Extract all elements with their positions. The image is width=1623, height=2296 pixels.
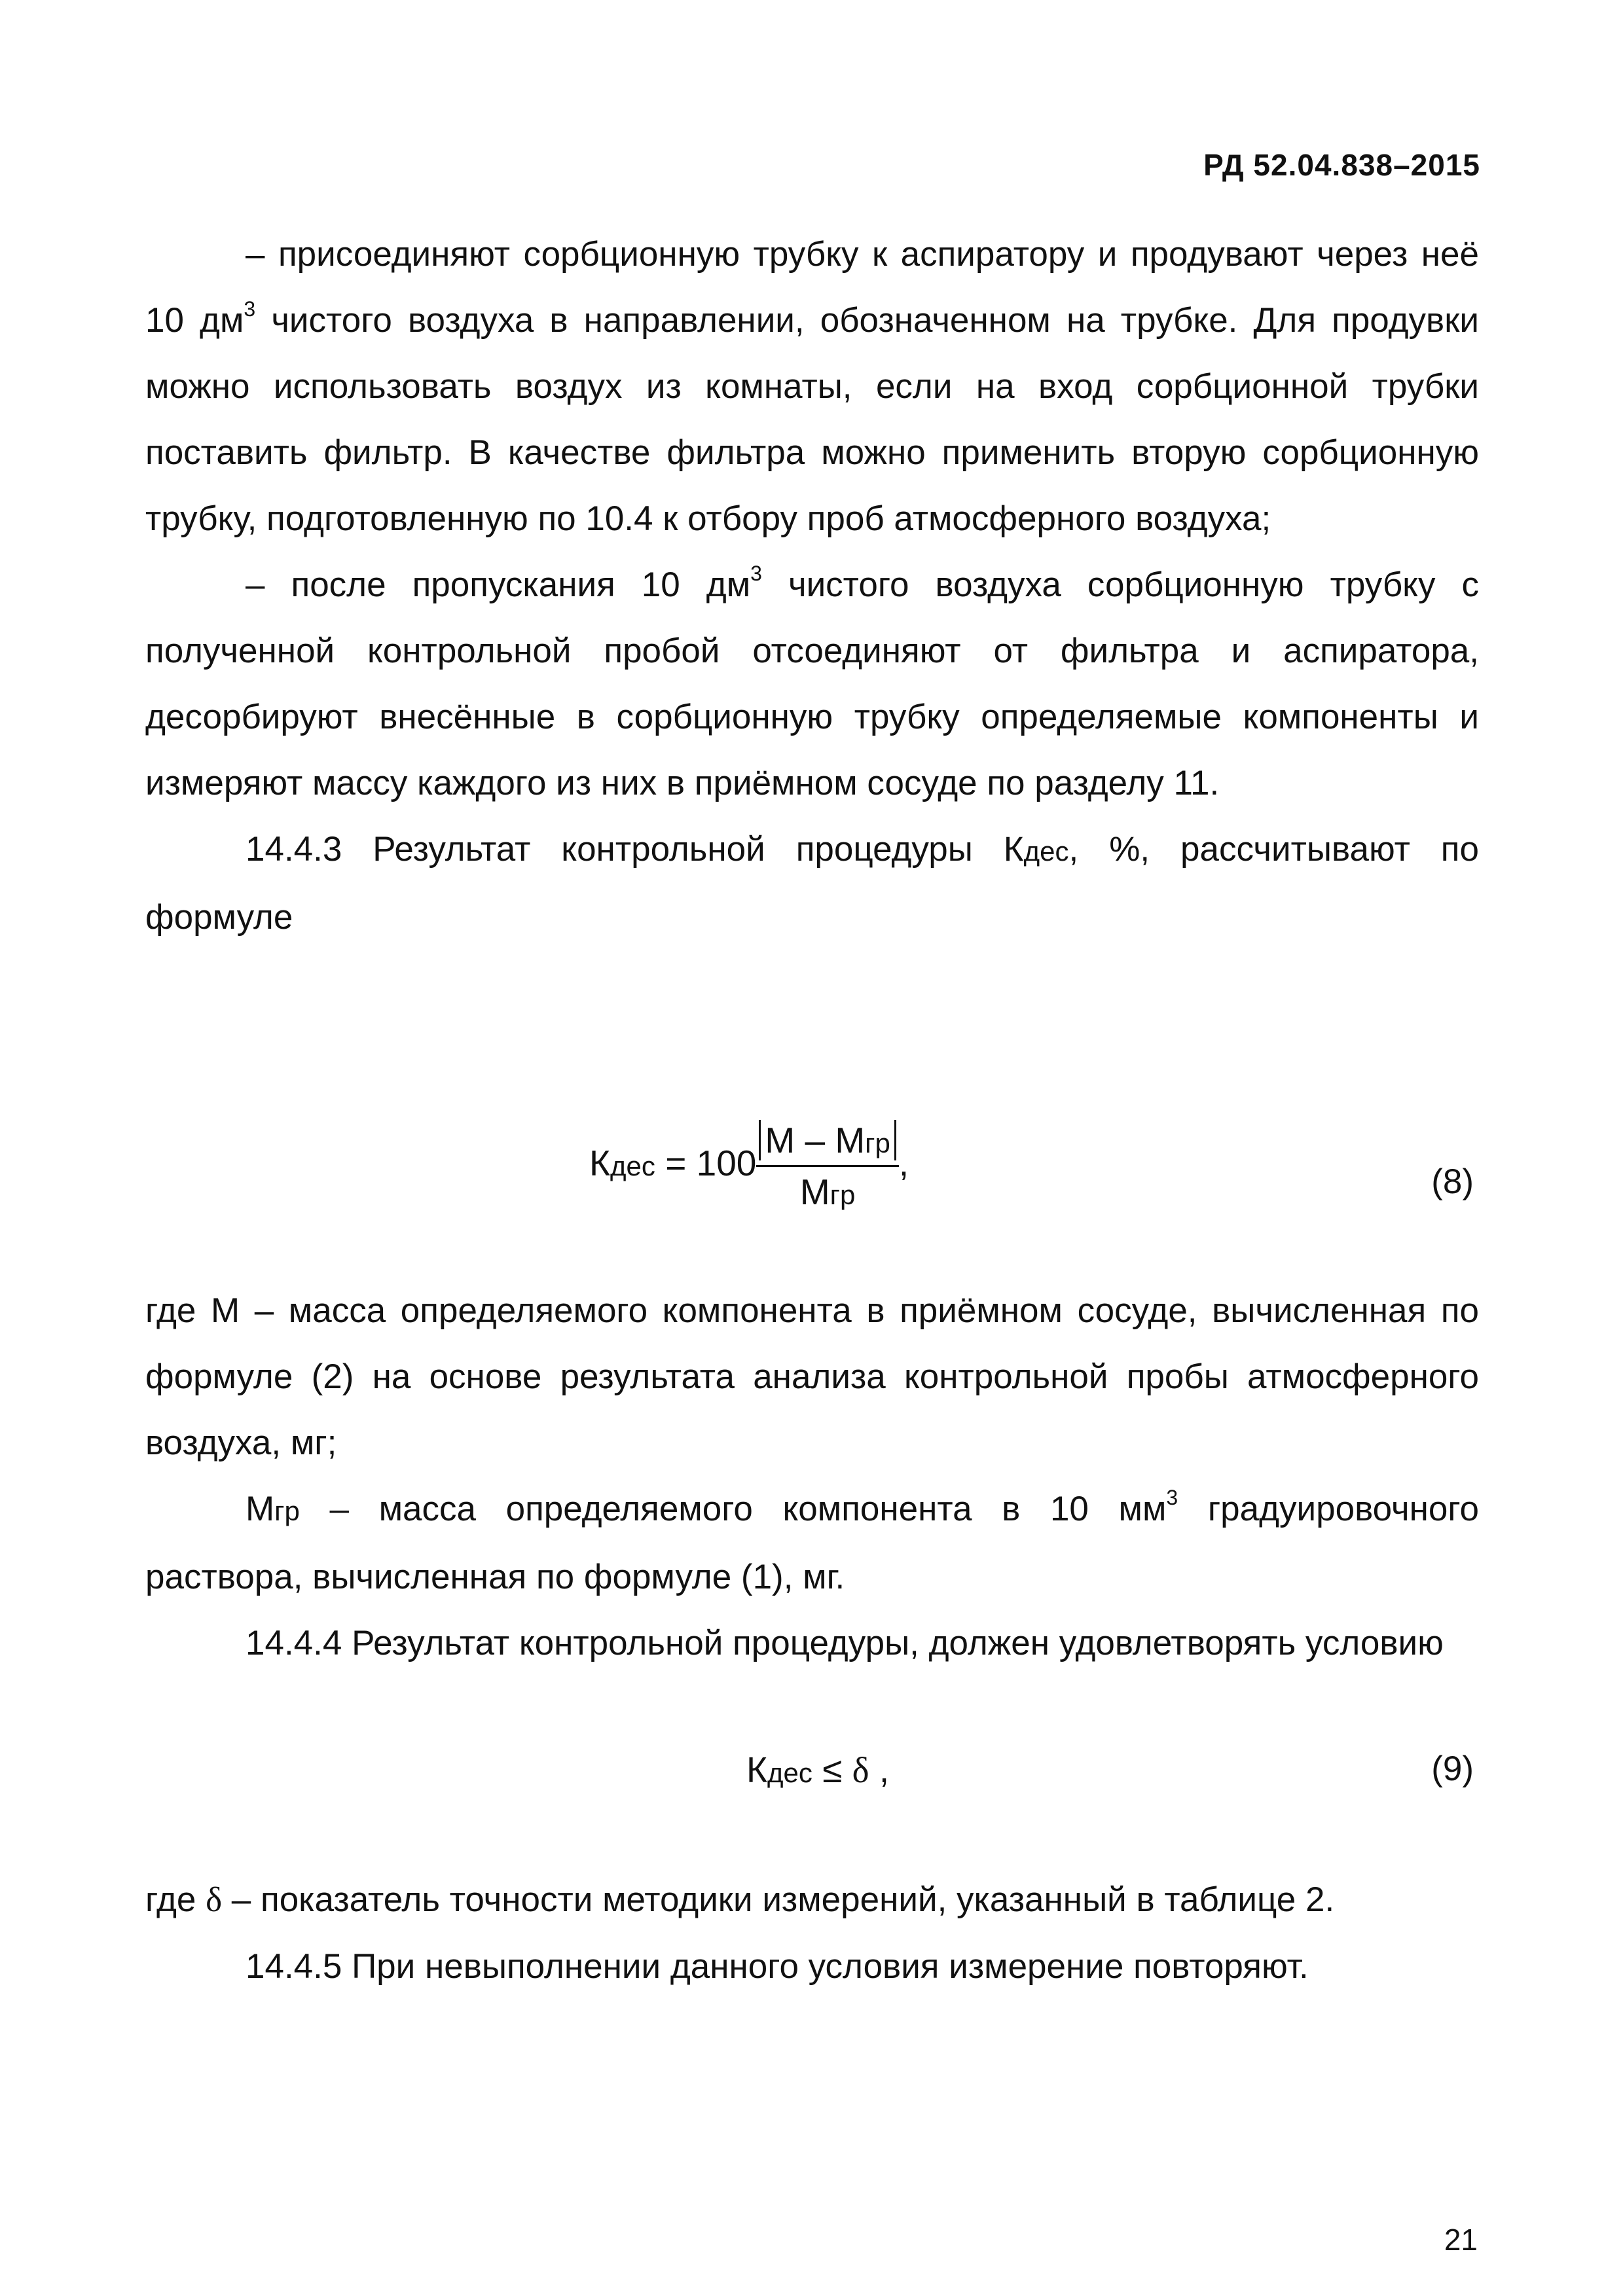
paragraph-purge: – присоединяют сорбционную трубку к аспиратору и продувают через неё 10 $дм^3$ чистого воздуха в направлении, обозначенном на трубке. Для продувки можно использовать воздух из комнаты, если на вход сорбционной трубки поставить фильтр. В качестве фильтра можно применить вторую сорбционную трубку, подготовленную по 10.4 к отбору проб атмосферного воздуха; <box>145 235 1479 538</box>
formula-8: Кдес = 100 $\frac{\text{М – Мгр}}{\text{Мгр}}$ , <box>589 1120 909 1212</box>
document-code: РД 52.04.838–2015 <box>1203 148 1480 182</box>
paragraph-where-delta: где δ – показатель точности методики измерений, указанный в таблице 2. <box>145 1880 1335 1919</box>
equation-number-9: (9) <box>1431 1749 1474 1788</box>
paragraph-where-m: где М – масса определяемого компонента в приёмном сосуде, вычисленная по формуле (2) на основе результата анализа контрольной пробы атмосферного воздуха, мг; <box>145 1291 1479 1462</box>
text-block-1 <box>145 221 1479 950</box>
page-number: 21 <box>1444 2223 1478 2257</box>
paragraph-desorb: – после пропускания 10 $дм^3$ чистого воздуха сорбционную трубку с полученной контрольной пробой отсоединяют от фильтра и аспиратора, десорбируют внесённые в сорбционную трубку определяемые компоненты и измеряют массу каждого из них в приёмном сосуде по разделу 11. <box>145 562 1479 802</box>
fraction: $\frac{\text{М – Мгр}}{\text{Мгр}}$ <box>756 1119 898 1213</box>
equation-number-8: (8) <box>1431 1162 1474 1201</box>
paragraph-14-4-5: 14.4.5 При невыполнении данного условия измерение повторяют. <box>246 1947 1309 1986</box>
formula-9: Кдес ≤ δ , <box>746 1749 890 1790</box>
paragraph-14-4-4: 14.4.4 Результат контрольной процедуры, должен удовлетворять условию <box>246 1624 1444 1662</box>
text-block-3 <box>145 1867 1479 2000</box>
paragraph-14-4-3: 14.4.3 Результат контрольной процедуры Кдес, %, рассчитывают по формуле <box>145 830 1479 937</box>
text-block-2 <box>145 1278 1479 1676</box>
absolute-value: М – Мгр <box>759 1120 896 1160</box>
paragraph-mgr: Мгр – масса определяемого компонента в 10 $мм^3$ градуировочного раствора, вычисленная по формуле (1), мг. <box>145 1486 1479 1596</box>
